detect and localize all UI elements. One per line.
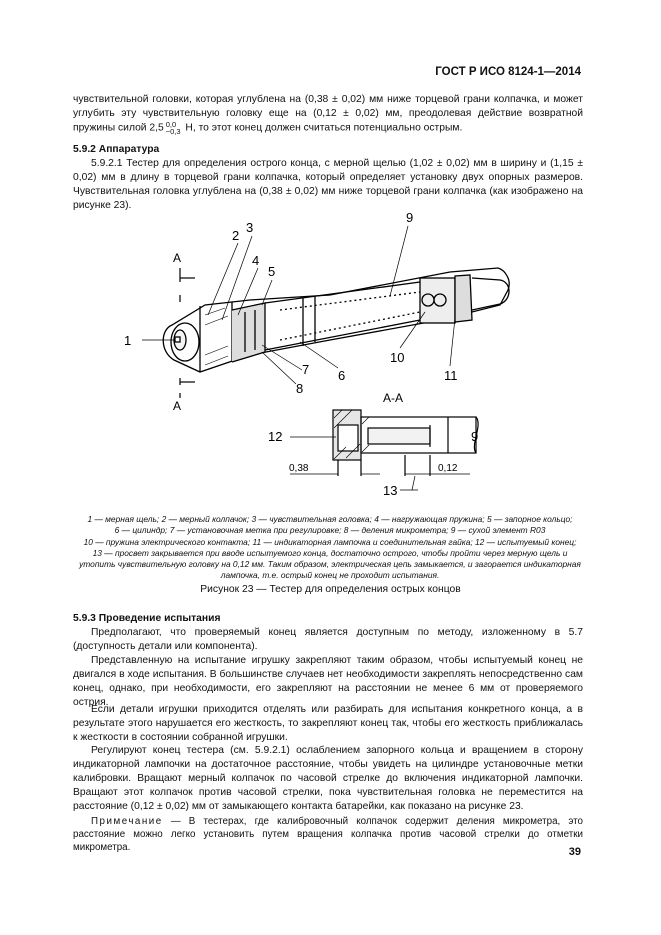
dimension-0-12: 0,12 xyxy=(438,463,458,474)
legend-line: 10 — пружина электрического контакта; 11 — индикаторная лампочка и соединительная гайка; 12 — испытуемый конец; xyxy=(83,536,577,547)
section-5-9-2-title: 5.9.2 Аппаратура xyxy=(73,144,160,155)
intro-end: Н, то этот конец должен считаться потенциально острым. xyxy=(185,122,463,134)
tolerance-upper: 0,0 xyxy=(165,120,177,129)
callout-10: 10 xyxy=(390,350,405,365)
tester-body xyxy=(163,268,509,372)
legend-line: 13 — просвет закрывается при вводе испытуемого конца, достаточно острого, чтобы пройти через мерную щель и xyxy=(92,547,568,558)
note-label: Примечание xyxy=(91,816,163,827)
callout-11: 11 xyxy=(444,368,458,383)
paragraph-1: Предполагают, что проверяемый конец является доступным по методу, изложенному в 5.7 (доступность детали или компонента). xyxy=(73,627,583,652)
callout-7: 7 xyxy=(302,362,310,377)
section-mark-bottom: А xyxy=(173,399,182,413)
section-mark-top: А xyxy=(173,251,182,265)
detail-callout-13: 13 xyxy=(383,483,398,498)
callout-5: 5 xyxy=(268,264,276,279)
section-aa-title: А-А xyxy=(383,391,404,405)
section-5-9-3-title: 5.9.3 Проведение испытания xyxy=(73,613,221,624)
tolerance-lower: −0,3 xyxy=(165,127,181,136)
paragraph-3: Если детали игрушки приходится отделять или разбирать для испытания конкретного конца, а в результате этого нарушается его жесткость, то закрепляют конец так, чтобы его жесткость приближалась к жесткости в состоянии собранной игрушки. xyxy=(73,704,583,743)
note-text: — В тестерах, где калибровочный колпачок содержит деления микрометра, это расстояние можно легко установить путем вращения колпачка против часовой стрелки до отметки микрометра. xyxy=(73,816,583,853)
page-number: 39 xyxy=(568,846,581,858)
callout-4: 4 xyxy=(252,253,260,268)
callout-2: 2 xyxy=(232,228,240,243)
legend-line: утопить чувствительную головку на 0,12 мм. Таким образом, электрическая цепь замыкается, и загорается индикаторная xyxy=(79,559,581,570)
section-5-9-2-1-text: 5.9.2.1 Тестер для определения острого конца, с мерной щелью (1,02 ± 0,02) мм в ширину и (1,15 ± 0,02) мм в длину в торцевой грани колпачка, который определяет установку двух опорных размеров. Чувствительная головка углублена на (0,38 ± 0,02) мм ниже торцевой грани колпачка (как изображено на рисунке 23). xyxy=(73,158,583,211)
intro-text: чувствительной головки, которая углублена на (0,38 ± 0,02) мм ниже торцевой грани колпачка, и может углубить эту чувствительную головку еще на (0,12 ± 0,02) мм, преодолевая действие возвратной пружины силой 2,5 xyxy=(73,94,583,134)
callout-8: 8 xyxy=(296,381,304,396)
paragraph-4: Регулируют конец тестера (см. 5.9.2.1) ослаблением запорного кольца и вращением в сторону индикаторной лампочки на достаточное расстояние, чтобы увидеть на цилиндре установочные метки калибровки. Вращают мерный колпачок по часовой стрелке до включения индикаторной лампочки. Вращают этот колпачок против часовой стрелки, пока чувствительная головка не переместится на расстояние (0,12 ± 0,02) мм от замыкающего контакта батарейки, как показано на рисунке 23. xyxy=(73,745,583,812)
callout-9: 9 xyxy=(406,210,414,225)
legend-line: 1 — мерная щель; 2 — мерный колпачок; 3 — чувствительная головка; 4 — нагружающая пружина; 5 — запорное кольцо; xyxy=(87,514,573,524)
note xyxy=(73,815,583,854)
document-header: ГОСТ Р ИСО 8124-1—2014 xyxy=(435,66,581,78)
legend-line: лампочка, т.е. острый конец не проходит испытания. xyxy=(220,570,440,581)
figure-23-drawing xyxy=(0,200,661,505)
callout-1: 1 xyxy=(124,333,132,348)
figure-legend xyxy=(40,514,620,582)
figure-caption: Рисунок 23 — Тестер для определения острых концов xyxy=(200,584,461,595)
legend-line: 6 — цилиндр; 7 — установочная метка при регулировке; 8 — деления микрометра; 9 — сухой элемент R03 xyxy=(114,525,546,536)
intro-paragraph xyxy=(73,93,583,136)
detail-callout-12: 12 xyxy=(268,429,283,444)
paragraph-2: Представленную на испытание игрушку закрепляют таким образом, чтобы испытуемый конец не двигался в ходе испытания. В большинстве случаев нет необходимости закреплять непосредственно сам конец, однако, при необходимости, его закрепляют на расстоянии не менее 6 мм от проверяемого острия. xyxy=(73,655,583,708)
dimension-0-38: 0,38 xyxy=(289,463,309,474)
callout-6: 6 xyxy=(338,368,346,383)
detail-callout-9: 9 xyxy=(471,429,479,444)
callout-3: 3 xyxy=(246,220,254,235)
